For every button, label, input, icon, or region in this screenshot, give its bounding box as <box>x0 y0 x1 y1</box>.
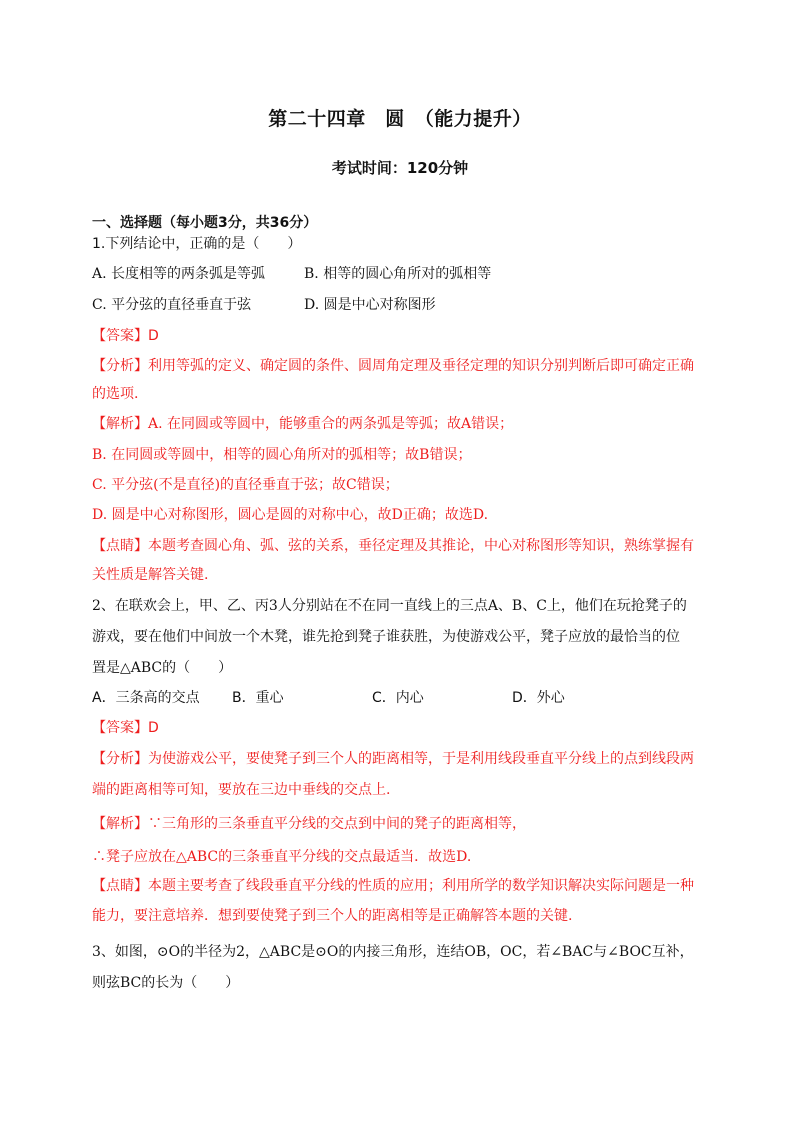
q1-analysis-line: 【分析】利用等弧的定义、确定圆的条件、圆周角定理及垂径定理的知识分别判断后即可确定正确 <box>92 358 694 374</box>
q1-option-d: D. 圆是中心对称图形 <box>304 297 436 313</box>
q1-analysis-line: 的选项. <box>92 386 139 402</box>
q1-answer: 【答案】D <box>92 328 159 344</box>
q1-explanation-line: D. 圆是中心对称图形，圆心是圆的对称中心，故D正确；故选D. <box>92 507 489 523</box>
q1-comment-line: 关性质是解答关键. <box>92 567 209 583</box>
q1-comment-line: 【点睛】本题考查圆心角、弧、弦的关系，垂径定理及其推论，中心对称图形等知识，熟练掌握有 <box>92 538 694 554</box>
q3-stem-line: 则弦BC的长为（ ） <box>92 975 240 991</box>
q1-option-b: B. 相等的圆心角所对的弧相等 <box>304 266 492 282</box>
q2-option-b: B．重心 <box>232 690 284 706</box>
q2-option-d: D．外心 <box>512 690 565 706</box>
q2-stem-line: 游戏，要在他们中间放一个木凳，谁先抢到凳子谁获胜，为使游戏公平，凳子应放的最恰当的位 <box>92 629 680 645</box>
exam-time: 考试时间：120分钟 <box>331 159 469 177</box>
q2-answer: 【答案】D <box>92 720 159 736</box>
q1-explanation-line: 【解析】A. 在同圆或等圆中，能够重合的两条弧是等弧；故A错误； <box>92 416 514 432</box>
q2-analysis-line: 端的距离相等可知，要放在三边中垂线的交点上. <box>92 782 391 798</box>
q2-stem-line: 2、在联欢会上，甲、乙、丙3人分别站在不在同一直线上的三点A、B、C上，他们在玩抢凳子的 <box>92 598 687 614</box>
q2-comment-line: 能力，要注意培养．想到要使凳子到三个人的距离相等是正确解答本题的关键. <box>92 908 573 924</box>
q2-option-a: A．三条高的交点 <box>92 690 200 706</box>
q2-explanation-line: ∴凳子应放在△ABC的三条垂直平分线的交点最适当．故选D. <box>92 849 472 865</box>
section-heading: 一、选择题（每小题3分，共36分） <box>92 215 318 231</box>
q1-stem: 1.下列结论中，正确的是（ ） <box>92 236 302 252</box>
q1-option-a: A. 长度相等的两条弧是等弧 <box>92 266 266 282</box>
page-title: 第二十四章 圆 （能力提升） <box>268 108 532 130</box>
q2-comment-line: 【点睛】本题主要考查了线段垂直平分线的性质的应用；利用所学的数学知识解决实际问题是一种 <box>92 878 694 894</box>
q1-explanation-line: B. 在同圆或等圆中，相等的圆心角所对的弧相等；故B错误； <box>92 447 472 463</box>
q2-stem-line: 置是△ABC的（ ） <box>92 660 233 676</box>
q3-stem-line: 3、如图，⊙O的半径为2，△ABC是⊙O的内接三角形，连结OB，OC，若∠BAC与∠BOC互补， <box>92 944 694 960</box>
q2-option-c: C．内心 <box>372 690 424 706</box>
q2-explanation-line: 【解析】∵三角形的三条垂直平分线的交点到中间的凳子的距离相等， <box>92 816 526 832</box>
q1-explanation-line: C. 平分弦(不是直径)的直径垂直于弦；故C错误； <box>92 477 399 493</box>
q2-analysis-line: 【分析】为使游戏公平，要使凳子到三个人的距离相等，于是利用线段垂直平分线上的点到线段两 <box>92 751 694 767</box>
q1-option-c: C. 平分弦的直径垂直于弦 <box>92 297 252 313</box>
